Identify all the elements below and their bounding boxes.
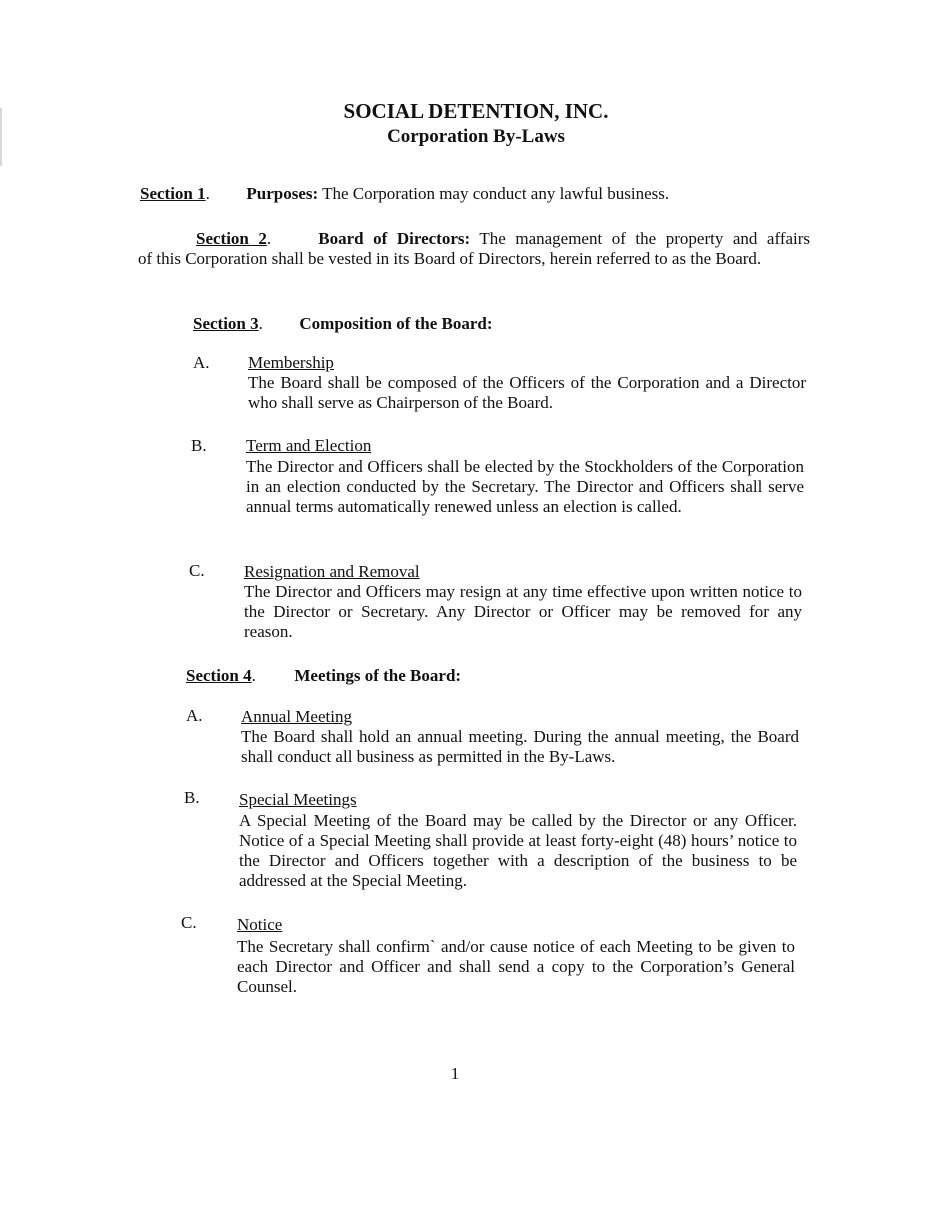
- section-3-heading: Composition of the Board:: [299, 314, 493, 333]
- section-4-item-b-letter: B.: [184, 788, 200, 807]
- section-3-item-c-body: The Director and Officers may resign at any time effective upon written notice to the Director or Secretary. Any Director or Officer may be removed for any reason.: [244, 582, 802, 641]
- section-4-header: Section 4. Meetings of the Board:: [186, 666, 462, 685]
- section-4-item-c-body: The Secretary shall confirm` and/or cause notice of each Meeting to be given to each Director and Officer and shall send a copy to the Corporation’s General Counsel.: [237, 937, 795, 996]
- section-1: Section 1. Purposes: The Corporation may conduct any lawful business.: [140, 184, 670, 203]
- section-1-text: The Corporation may conduct any lawful business.: [322, 184, 670, 203]
- section-3-item-b-body: The Director and Officers shall be elected by the Stockholders of the Corporation in an election conducted by the Secretary. The Director and Officers shall serve annual terms automatically renewed unless an election is called.: [246, 457, 804, 516]
- section-4-item-a-title: Annual Meeting: [241, 707, 352, 726]
- section-3-item-b-letter: B.: [191, 436, 207, 455]
- section-3-item-a-title: Membership: [248, 353, 334, 372]
- document-title: SOCIAL DETENTION, INC.: [343, 99, 609, 123]
- section-3-item-c-letter: C.: [189, 561, 205, 580]
- section-1-heading: Purposes:: [246, 184, 319, 203]
- section-3-item-c-title: Resignation and Removal: [244, 562, 420, 581]
- section-2-first-line: Section 2. Board of Directors: The management of the property and affairs: [196, 229, 811, 248]
- section-4-item-b-title: Special Meetings: [239, 790, 357, 809]
- section-1-label: Section 1: [140, 184, 206, 203]
- section-4-item-a-letter: A.: [186, 706, 203, 725]
- section-3-item-b-title: Term and Election: [246, 436, 372, 455]
- section-4-item-a-body: The Board shall hold an annual meeting. During the annual meeting, the Board shall conduct all business as permitted in the By-Laws.: [241, 727, 799, 766]
- section-4-label: Section 4: [186, 666, 252, 685]
- section-4-item-c-letter: C.: [181, 913, 197, 932]
- section-3-item-a-letter: A.: [193, 353, 210, 372]
- section-2-heading: Board of Directors:: [318, 229, 471, 248]
- section-4-item-b-body: A Special Meeting of the Board may be called by the Director or any Officer. Notice of a Special Meeting shall provide at least forty-eight (48) hours’ notice to the Director and Officers together with a description of the business to be addressed at the Special Meeting.: [239, 811, 797, 890]
- section-3-header: Section 3. Composition of the Board:: [193, 314, 493, 333]
- section-3-item-a-body: The Board shall be composed of the Officers of the Corporation and a Director who shall serve as Chairperson of the Board.: [248, 373, 806, 412]
- section-4-item-c-title: Notice: [237, 915, 283, 934]
- section-2-text-line1: The management of the property and affairs: [479, 229, 811, 248]
- section-3-label: Section 3: [193, 314, 259, 333]
- section-2-body: of this Corporation shall be vested in its Board of Directors, herein referred to as the Board.: [138, 249, 762, 268]
- section-2-label: Section 2: [196, 229, 267, 248]
- document-subtitle: Corporation By-Laws: [387, 126, 565, 147]
- title-block: [0, 98, 935, 150]
- page-number: 1: [450, 1064, 460, 1083]
- section-4-heading: Meetings of the Board:: [294, 666, 462, 685]
